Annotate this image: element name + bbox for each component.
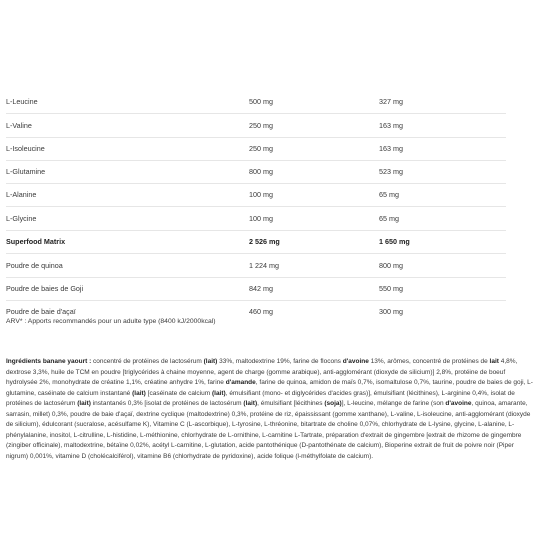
ingredient-text: 33%, maltodextrine 19%, farine de flocons xyxy=(217,358,343,365)
value-per-100g: 1 650 mg xyxy=(379,237,410,246)
value-per-100g: 163 mg xyxy=(379,121,403,130)
nutrient-name: Poudre de baies de Goji xyxy=(6,284,84,293)
ingredient-text: concentré de protéines de lactosérum xyxy=(91,358,204,365)
ingredient-text: instantanés 0,3% [isolat de protéines de lactosérum xyxy=(90,400,244,407)
row-divider xyxy=(6,277,506,278)
table-row xyxy=(6,283,506,295)
allergen-text: (lait) xyxy=(243,400,258,407)
nutrient-name: L-Glycine xyxy=(6,214,37,223)
table-row xyxy=(6,213,506,225)
allergen-text: d'avoine xyxy=(445,400,472,407)
value-per-serving: 842 mg xyxy=(249,284,273,293)
value-per-100g: 800 mg xyxy=(379,261,403,270)
value-per-100g: 65 mg xyxy=(379,190,399,199)
footnote: ARV* : Apports recommandés pour un adulte type (8400 kJ/2000kcal) xyxy=(6,318,216,325)
value-per-100g: 65 mg xyxy=(379,214,399,223)
row-divider xyxy=(6,183,506,184)
allergen-text: d'amande xyxy=(225,379,256,386)
row-divider xyxy=(6,160,506,161)
table-row xyxy=(6,166,506,178)
value-per-100g: 523 mg xyxy=(379,167,403,176)
value-per-serving: 100 mg xyxy=(249,214,273,223)
value-per-serving: 2 526 mg xyxy=(249,237,280,246)
value-per-serving: 250 mg xyxy=(249,144,273,153)
ingredient-text: 4,8%, dextrose 3,3%, huile de TCM en poudre [triglycérides à chaine moyenne, agent de charge (gomme arabique), anti-agglomérant (dioxyde de silicium)] 2,8%, protéine de boeuf hydrolysée 2%, monohydrate de créatine 1,1%, créatine anhydre 1%, farine xyxy=(6,358,518,386)
table-row xyxy=(6,236,506,248)
ingredients-text xyxy=(6,358,533,460)
ingredient-text: [caséinate de calcium xyxy=(145,389,212,397)
ingredients-paragraph xyxy=(6,357,534,462)
value-per-serving: 250 mg xyxy=(249,121,273,130)
table-row xyxy=(6,189,506,201)
ingredient-text: 13%, arômes, concentré de protéines de xyxy=(368,358,490,365)
allergen-text: (soja) xyxy=(324,400,342,407)
allergen-text: d'avoine xyxy=(342,358,369,365)
row-divider xyxy=(6,300,506,301)
value-per-serving: 1 224 mg xyxy=(249,261,279,270)
value-per-serving: 500 mg xyxy=(249,97,273,106)
nutrient-name: L-Leucine xyxy=(6,97,38,106)
value-per-serving: 460 mg xyxy=(249,307,273,316)
nutrient-name: L-Alanine xyxy=(6,190,37,199)
allergen-text: (lait) xyxy=(132,389,146,397)
allergen-text: (lait) xyxy=(77,400,91,407)
value-per-100g: 550 mg xyxy=(379,284,403,293)
value-per-100g: 300 mg xyxy=(379,307,403,316)
value-per-100g: 163 mg xyxy=(379,144,403,153)
ingredient-text: , quinoa, amarante, sarrasin, millet) 0,3%, poudre de baie d'açaï, dextrine cyclique (maltodextrine) 0,3%, protéine de riz, épaississant (gomme xanthane), L-valine, L-isoleucine, anti-agglomérant (dioxyde de silicium), édulcorant (sucralose, acésulfame K), Vitamine C (L-ascorbique), L-tyrosine, L-thréonine, bitartrate de choline 0,07%, chlorhydrate de L-lysine, glycine, L-alanine, L-phénylalanine, inositol, L-citrulline, L-histidine, L-méthionine, chlorhydrate de L-ornithine, L-carnitine L-Tartrate, préparation d'extrait de gingembre [extrait de rhizome de gingembre (zingiber officinale), maltodextrine, bétaïne 0,02%, acétyl L-carnitine, L-glutation, acide pantothénique (D-pantothénate de calcium), Bioperine extrait de fruit de poivre noir (Piper nigrum) 0,001%, vitamine D (cholécalciférol), vitamine B6 (chlorhydrate de pyridoxine), acide folique (l-méthylfolate de calcium). xyxy=(6,400,531,460)
nutrient-name: L-Glutamine xyxy=(6,167,46,176)
row-divider xyxy=(6,137,506,138)
ingredient-text: , émulsifiant (mono- et diglycérides d'acides gras)], émulsifiant (lécithines), L-arginine 0,4%, isolat de protéines de lactosérum xyxy=(6,389,515,407)
table-row xyxy=(6,143,506,155)
ingredient-text: , farine de quinoa, amidon de maïs 0,7%, isomaltulose 0,7%, taurine, poudre de baies de goji, L-glutamine, caséinate de calcium instantané xyxy=(6,379,533,397)
ingredient-text: , émulsifiant [lécithines xyxy=(257,400,325,407)
value-per-100g: 327 mg xyxy=(379,97,403,106)
row-divider xyxy=(6,253,506,254)
table-row xyxy=(6,260,506,272)
value-per-serving: 100 mg xyxy=(249,190,273,199)
allergen-text: lait xyxy=(489,358,499,365)
nutrient-name: L-Isoleucine xyxy=(6,144,45,153)
ingredients-heading: Ingrédients banane yaourt : xyxy=(6,358,92,365)
allergen-text: (lait) xyxy=(211,389,226,397)
nutrient-name: Poudre de quinoa xyxy=(6,261,63,270)
nutrient-name: Poudre de baie d'açaï xyxy=(6,307,76,316)
table-row xyxy=(6,120,506,132)
table-row xyxy=(6,96,506,108)
row-divider xyxy=(6,206,506,207)
row-divider xyxy=(6,113,506,114)
allergen-text: (lait) xyxy=(203,358,218,365)
ingredient-text: ], L-leucine, mélange de farine (son xyxy=(341,400,446,407)
row-divider xyxy=(6,230,506,231)
value-per-serving: 800 mg xyxy=(249,167,273,176)
nutrient-name: Superfood Matrix xyxy=(6,237,66,246)
nutrient-name: L-Valine xyxy=(6,121,32,130)
